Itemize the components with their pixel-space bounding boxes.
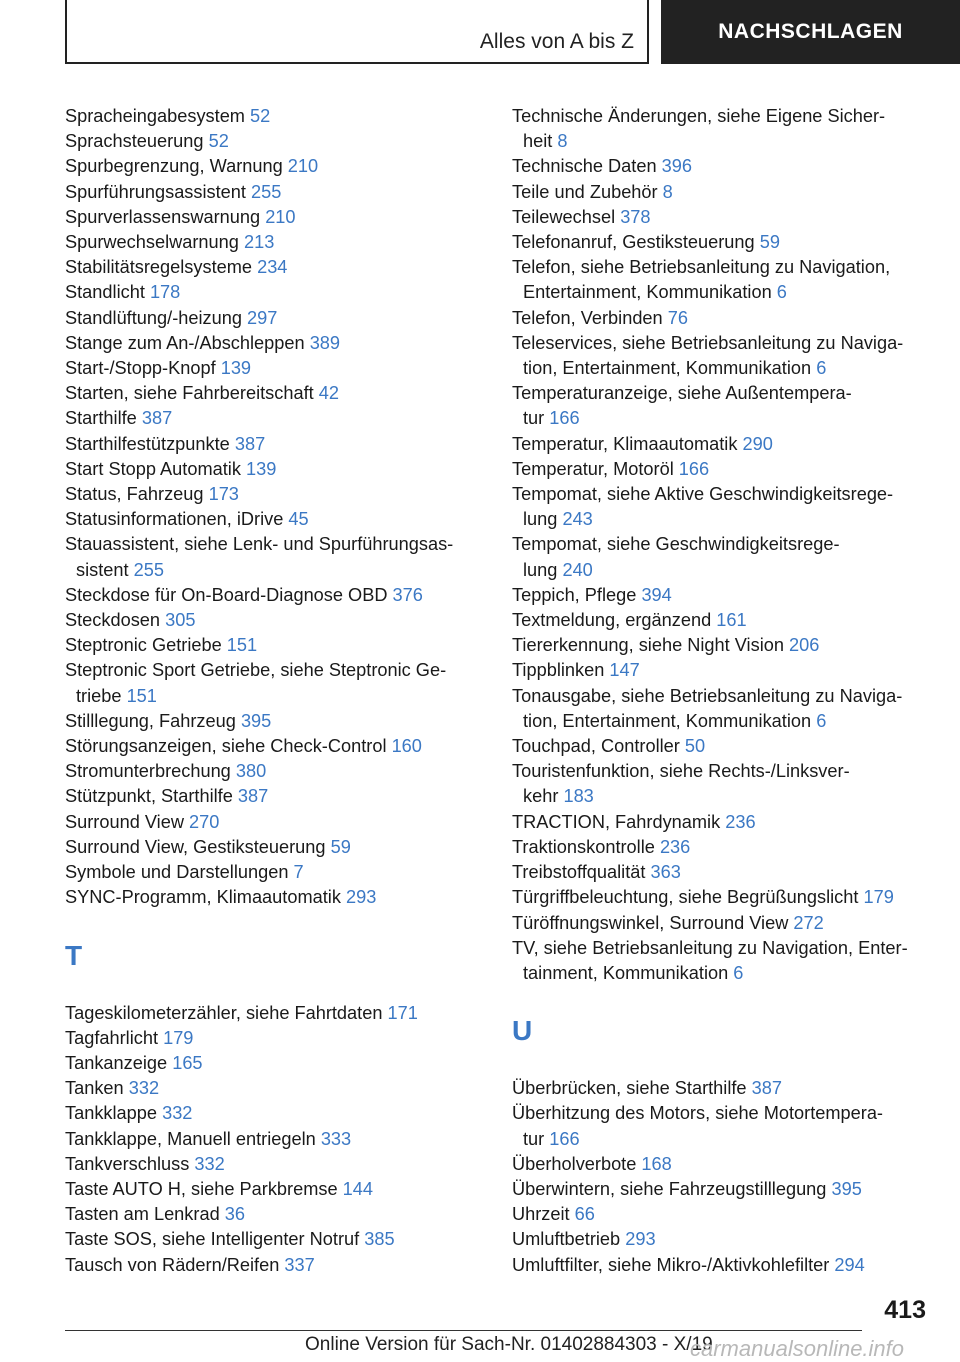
page-reference-link[interactable]: 206 (789, 635, 820, 656)
entry-term: TRACTION, Fahrdynamik (512, 811, 721, 832)
index-entry (65, 784, 485, 809)
index-entry (65, 1001, 485, 1026)
page-reference-link[interactable]: 66 (574, 1204, 595, 1225)
page-reference-link[interactable]: 179 (163, 1027, 194, 1048)
page-reference-link[interactable]: 165 (172, 1052, 203, 1073)
page-reference-link[interactable]: 236 (725, 811, 756, 832)
entry-term: Steckdosen (65, 610, 161, 631)
index-entry (65, 255, 485, 280)
entry-term-continued: heit (523, 131, 553, 152)
page-reference-link[interactable]: 395 (240, 710, 272, 731)
index-entry (512, 331, 937, 381)
entry-term: Temperatur, Klimaautomatik (512, 433, 738, 454)
index-entry (65, 457, 485, 482)
entry-term-continued: tion, Entertainment, Kommunikation (523, 710, 812, 731)
watermark: carmanualsonline.info (690, 1336, 905, 1361)
page-reference-link[interactable]: 7 (293, 862, 304, 883)
index-entry (512, 860, 937, 885)
page-reference-link[interactable]: 378 (620, 206, 651, 227)
index-entry (65, 205, 485, 230)
page-reference-link[interactable]: 394 (641, 584, 672, 605)
page-reference-link[interactable]: 337 (284, 1254, 315, 1275)
page-reference-link[interactable]: 36 (224, 1204, 245, 1225)
entry-term: Tankklappe, Manuell entriegeln (65, 1128, 316, 1149)
entry-term-continued: lung (523, 509, 558, 530)
entry-term: Tiererkennung, siehe Night Vision (512, 635, 784, 656)
index-entry (512, 835, 937, 860)
index-entry (65, 381, 485, 406)
page-reference-link[interactable]: 178 (149, 282, 181, 303)
index-entry (512, 255, 937, 305)
page-reference-link[interactable]: 52 (250, 106, 271, 126)
index-entry (65, 154, 485, 179)
chapter-tab: NACHSCHLAGEN (661, 0, 960, 64)
page-reference-link[interactable]: 333 (320, 1128, 352, 1149)
entry-term-continued: tion, Entertainment, Kommunikation (523, 358, 812, 379)
page-reference-link[interactable]: 6 (816, 358, 827, 379)
entry-term-continued: lung (523, 559, 558, 580)
index-entry (512, 104, 937, 154)
entry-term: Surround View (65, 811, 184, 832)
index-entry (65, 1076, 485, 1101)
index-entry (512, 381, 937, 431)
page-reference-link[interactable]: 387 (141, 408, 173, 429)
entry-term: Sprachsteuerung (65, 131, 204, 152)
index-entry (65, 734, 485, 759)
entry-term: Touristenfunktion, siehe Rechts-/Linksver- (512, 761, 850, 782)
entry-term-continued: tur (523, 408, 545, 429)
page-reference-link[interactable]: 243 (562, 509, 593, 530)
index-entry (65, 709, 485, 734)
page-reference-link[interactable]: 332 (128, 1078, 160, 1099)
entry-term: Umluftbetrieb (512, 1229, 621, 1250)
entry-term: Taste SOS, siehe Intelligenter Notruf (65, 1229, 360, 1250)
index-entry (65, 129, 485, 154)
entry-term-continued: Entertainment, Kommunikation (523, 282, 772, 303)
index-entry (65, 1101, 485, 1126)
entry-term: Starthilfe (65, 408, 137, 429)
entry-term: Steptronic Sport Getriebe, siehe Steptronic Ge- (65, 660, 447, 681)
page-reference-link[interactable]: 144 (342, 1178, 374, 1199)
page-reference-link[interactable]: 387 (234, 433, 266, 454)
index-entry (512, 1076, 937, 1101)
index-entry (512, 532, 937, 582)
page-reference-link[interactable]: 76 (667, 307, 688, 328)
page-reference-link[interactable]: 183 (563, 786, 594, 807)
page-reference-link[interactable]: 166 (549, 1128, 580, 1149)
index-entry (65, 583, 485, 608)
entry-term: Tankanzeige (65, 1052, 168, 1073)
index-entry (512, 482, 937, 532)
page-reference-link[interactable]: 45 (288, 509, 309, 530)
index-entry (512, 911, 937, 936)
page-reference-link[interactable]: 255 (251, 181, 282, 202)
entry-term: Steptronic Getriebe (65, 635, 222, 656)
page-reference-link[interactable]: 240 (562, 559, 593, 580)
page-reference-link[interactable]: 59 (330, 836, 351, 857)
entry-term: Überwintern, siehe Fahrzeugstilllegung (512, 1178, 827, 1199)
page-reference-link[interactable]: 380 (235, 761, 267, 782)
entry-term: Überbrücken, siehe Starthilfe (512, 1078, 747, 1099)
entry-term: Tasten am Lenkrad (65, 1204, 220, 1225)
entry-term: Technische Daten (512, 156, 657, 177)
index-entry (512, 1177, 937, 1202)
entry-term: Stange zum An-/Abschleppen (65, 332, 305, 353)
entry-term: Starten, siehe Fahrbereitschaft (65, 383, 314, 404)
page-reference-link[interactable]: 332 (194, 1153, 225, 1174)
entry-term: Umluftfilter, siehe Mikro-/Aktivkohlefilter (512, 1254, 830, 1275)
index-entry (65, 1202, 485, 1227)
entry-term: Tagfahrlicht (65, 1027, 159, 1048)
page-reference-link[interactable]: 179 (863, 887, 894, 908)
index-entry (65, 482, 485, 507)
page-number: 413 (884, 1296, 926, 1324)
index-entry (512, 658, 937, 683)
index-entry (65, 1026, 485, 1051)
entry-term: Teile und Zubehör (512, 181, 658, 202)
entry-term: Tanken (65, 1078, 124, 1099)
index-entry (65, 331, 485, 356)
entry-term: Spurwechselwarnung (65, 232, 239, 253)
entry-term: Telefonanruf, Gestiksteuerung (512, 232, 755, 253)
page-reference-link[interactable]: 389 (309, 332, 341, 353)
page-reference-link[interactable]: 396 (661, 156, 692, 177)
entry-term: Telefon, Verbinden (512, 307, 663, 328)
entry-term: Start Stopp Automatik (65, 458, 241, 479)
index-entry (512, 180, 937, 205)
index-entry (512, 734, 937, 759)
index-entry (512, 154, 937, 179)
entry-term: Touchpad, Controller (512, 736, 680, 757)
entry-term: Temperatur, Motoröl (512, 458, 674, 479)
page-reference-link[interactable]: 213 (243, 232, 275, 253)
page-reference-link[interactable]: 139 (220, 358, 252, 379)
index-entry (512, 432, 937, 457)
online-version-text: Online Version für Sach-Nr. 01402884303 - X/19 (305, 1334, 713, 1355)
entry-term: Tempomat, siehe Geschwindigkeitsrege- (512, 534, 840, 555)
page-reference-link[interactable]: 161 (716, 610, 747, 631)
section-title: Alles von A bis Z (479, 30, 634, 53)
page-reference-link[interactable]: 210 (265, 206, 296, 227)
page-reference-link[interactable]: 363 (650, 862, 681, 883)
index-entry (65, 230, 485, 255)
index-entry (65, 1177, 485, 1202)
entry-term-continued: tainment, Kommunikation (523, 962, 729, 983)
entry-term: Störungsanzeigen, siehe Check-Control (65, 736, 387, 757)
entry-term: Tankklappe (65, 1103, 158, 1124)
entry-term: Stilllegung, Fahrzeug (65, 710, 236, 731)
entry-term: Starthilfestützpunkte (65, 433, 230, 454)
index-letter-heading: U (512, 1015, 533, 1047)
entry-term: Tonausgabe, siehe Betriebsanleitung zu Naviga- (512, 685, 903, 706)
entry-term: Surround View, Gestiksteuerung (65, 836, 326, 857)
index-entry (65, 507, 485, 532)
entry-term: Status, Fahrzeug (65, 484, 204, 505)
index-entry (65, 658, 485, 708)
page-reference-link[interactable]: 290 (742, 433, 773, 454)
index-entry (65, 860, 485, 885)
index-entry (512, 608, 937, 633)
index-entry (512, 1152, 937, 1177)
page-reference-link[interactable]: 151 (226, 635, 258, 656)
page-reference-link[interactable]: 173 (208, 484, 239, 505)
entry-term: Traktionskontrolle (512, 836, 655, 857)
index-entry (65, 835, 485, 860)
entry-term: Taste AUTO H, siehe Parkbremse (65, 1178, 338, 1199)
page-reference-link[interactable]: 139 (245, 458, 277, 479)
entry-term: Standlüftung/-heizung (65, 307, 242, 328)
entry-term-continued: triebe (76, 685, 122, 706)
entry-term: Teppich, Pflege (512, 584, 637, 605)
index-entry (512, 230, 937, 255)
page-reference-link[interactable]: 387 (751, 1078, 782, 1099)
page-reference-link[interactable]: 234 (257, 257, 288, 278)
index-entry (512, 583, 937, 608)
page-reference-link[interactable]: 160 (391, 736, 422, 757)
index-entry (512, 885, 937, 910)
entry-term: Tankverschluss (65, 1153, 190, 1174)
entry-term: Telefon, siehe Betriebsanleitung zu Navigation, (512, 257, 891, 278)
page-reference-link[interactable]: 236 (659, 836, 691, 857)
entry-term: Steckdose für On-Board-Diagnose OBD (65, 584, 388, 605)
page-reference-link[interactable]: 42 (318, 383, 339, 404)
index-entry (512, 936, 937, 986)
index-entry (65, 759, 485, 784)
entry-term: Statusinformationen, iDrive (65, 509, 284, 530)
page-reference-link[interactable]: 385 (364, 1229, 395, 1250)
entry-term: Stützpunkt, Starthilfe (65, 786, 233, 807)
entry-term: TV, siehe Betriebsanleitung zu Navigation, Enter- (512, 937, 908, 958)
entry-term: Türgriffbeleuchtung, siehe Begrüßungslicht (512, 887, 859, 908)
index-entry (65, 1152, 485, 1177)
index-entry (512, 1202, 937, 1227)
index-entry (512, 810, 937, 835)
page-reference-link[interactable]: 6 (733, 962, 744, 983)
index-entry (512, 457, 937, 482)
page-reference-link[interactable]: 6 (776, 282, 787, 303)
entry-term: Uhrzeit (512, 1204, 570, 1225)
page-reference-link[interactable]: 293 (625, 1229, 656, 1250)
index-entry (65, 356, 485, 381)
entry-term: Treibstoffqualität (512, 862, 646, 883)
index-entry (65, 406, 485, 431)
entry-term: Tippblinken (512, 660, 605, 681)
index-entry (65, 1051, 485, 1076)
entry-term-continued: kehr (523, 786, 559, 807)
page-reference-link[interactable]: 8 (557, 131, 568, 152)
page-reference-link[interactable]: 147 (609, 660, 640, 681)
index-entry (512, 1253, 937, 1278)
page-reference-link[interactable]: 210 (287, 156, 319, 177)
page-reference-link[interactable]: 50 (684, 736, 706, 757)
index-entry (512, 684, 937, 734)
index-letter-heading: T (65, 939, 83, 971)
entry-term: Spurführungsassistent (65, 181, 246, 202)
entry-term: Start-/Stopp-Knopf (65, 358, 216, 379)
index-entry (65, 104, 485, 129)
page-reference-link[interactable]: 168 (641, 1153, 672, 1174)
index-entry (512, 633, 937, 658)
page-reference-link[interactable]: 395 (831, 1178, 862, 1199)
entry-term: Spurbegrenzung, Warnung (65, 156, 283, 177)
entry-term: SYNC-Programm, Klimaautomatik (65, 887, 341, 908)
entry-term: Textmeldung, ergänzend (512, 610, 712, 631)
index-entry (65, 1253, 485, 1278)
index-entry (65, 810, 485, 835)
page-reference-link[interactable]: 294 (834, 1254, 865, 1275)
page-reference-link[interactable]: 270 (189, 811, 220, 832)
index-entry (512, 306, 937, 331)
page-reference-link[interactable]: 387 (237, 786, 269, 807)
index-entry (65, 180, 485, 205)
index-entry (65, 608, 485, 633)
entry-term: Spracheingabesystem (65, 106, 245, 126)
index-entry (65, 306, 485, 331)
entry-term: Temperaturanzeige, siehe Außentempera- (512, 383, 852, 404)
entry-term: Stromunterbrechung (65, 761, 231, 782)
entry-term: Teilewechsel (512, 206, 616, 227)
index-entry (512, 205, 937, 230)
index-entry (512, 1101, 937, 1151)
entry-term: Standlicht (65, 282, 145, 303)
entry-term: Tausch von Rädern/Reifen (65, 1254, 280, 1275)
index-entry (512, 1227, 937, 1252)
entry-term: Tageskilometerzähler, siehe Fahrtdaten (65, 1002, 383, 1023)
index-entry (65, 1227, 485, 1252)
page-reference-link[interactable]: 166 (678, 458, 710, 479)
page-reference-link[interactable]: 376 (392, 584, 423, 605)
entry-term: Stauassistent, siehe Lenk- und Spurführungsas- (65, 534, 454, 555)
footer-divider (65, 1330, 862, 1331)
index-column-left (65, 104, 485, 1278)
index-entry (65, 1127, 485, 1152)
index-entry (65, 532, 485, 582)
page-reference-link[interactable]: 171 (387, 1002, 418, 1023)
page-reference-link[interactable]: 293 (345, 887, 377, 908)
index-entry (65, 280, 485, 305)
entry-term-continued: sistent (76, 559, 129, 580)
page-reference-link[interactable]: 166 (549, 408, 580, 429)
index-column-right (512, 104, 937, 1278)
entry-term: Symbole und Darstellungen (65, 862, 289, 883)
page-reference-link[interactable]: 272 (793, 912, 824, 933)
entry-term: Stabilitätsregelsysteme (65, 257, 253, 278)
entry-term: Überhitzung des Motors, siehe Motortempera- (512, 1103, 883, 1124)
page-reference-link[interactable]: 305 (165, 610, 196, 631)
entry-term: Türöffnungswinkel, Surround View (512, 912, 789, 933)
page-reference-link[interactable]: 52 (208, 131, 229, 152)
index-entry (65, 432, 485, 457)
entry-term: Überholverbote (512, 1153, 637, 1174)
entry-term: Technische Änderungen, siehe Eigene Sicher- (512, 106, 886, 126)
entry-term: Spurverlassenswarnung (65, 206, 261, 227)
entry-term: Teleservices, siehe Betriebsanleitung zu Naviga- (512, 332, 904, 353)
index-entry (512, 759, 937, 809)
index-entry (65, 885, 485, 910)
page-reference-link[interactable]: 332 (162, 1103, 193, 1124)
page-reference-link[interactable]: 151 (126, 685, 157, 706)
page-reference-link[interactable]: 6 (816, 710, 827, 731)
entry-term-continued: tur (523, 1128, 545, 1149)
index-entry (65, 633, 485, 658)
page-reference-link[interactable]: 297 (247, 307, 278, 328)
page-reference-link[interactable]: 59 (759, 232, 780, 253)
entry-term: Tempomat, siehe Aktive Geschwindigkeitsrege- (512, 484, 894, 505)
page-reference-link[interactable]: 8 (662, 181, 673, 202)
page-reference-link[interactable]: 255 (133, 559, 164, 580)
